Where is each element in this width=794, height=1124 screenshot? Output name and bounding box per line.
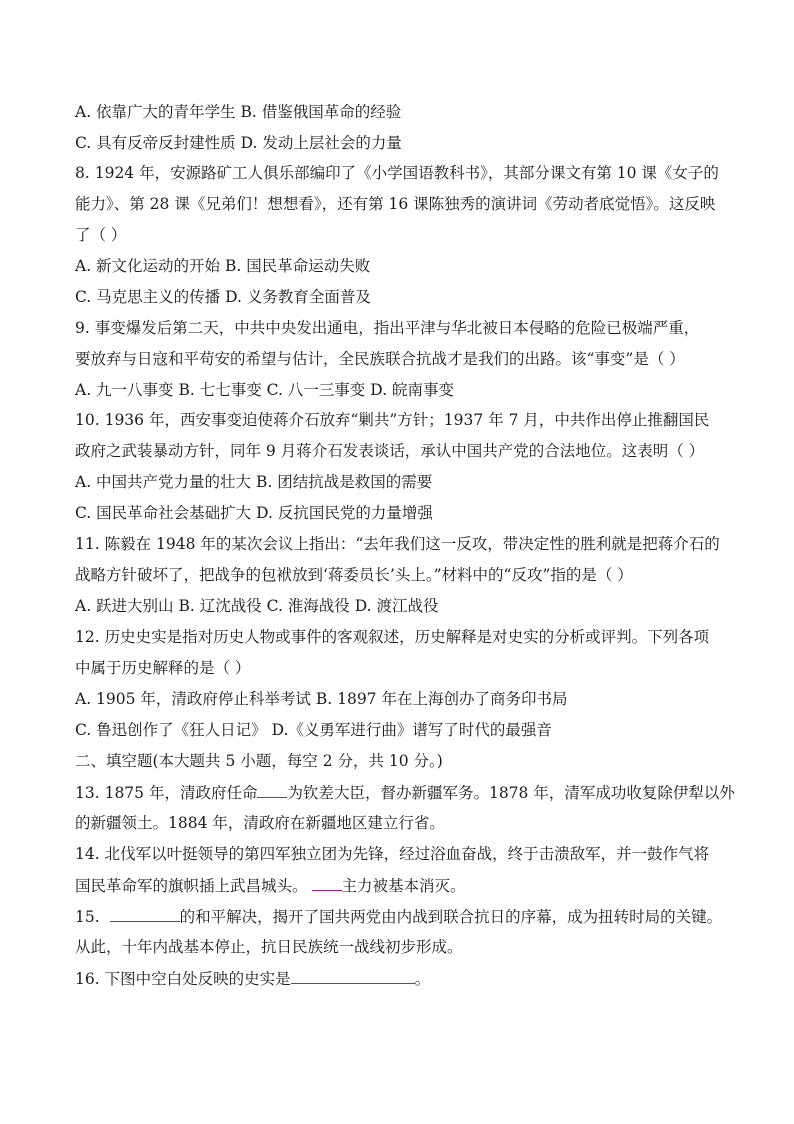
q11-stem-line1: 11. 陈毅在 1948 年的某次会议上指出：“去年我们这一反攻，带决定性的胜利就是把蒋介石的 [75,535,720,553]
q13-stem-line1 [75,782,735,802]
q12-stem-line1: 12. 历史史实是指对历史人物或事件的客观叙述，历史解释是对史实的分析或评判。下列各项 [75,628,710,646]
q10-stem-line2: 政府之武装暴动方针，同年 9 月蒋介石发表谈话，承认中国共产党的合法地位。这表明（ ） [75,442,705,460]
q8-stem-line2: 能力》、第 28 课《兄弟们！想想看》，还有第 16 课陈独秀的演讲词《劳动者底觉悟》。这反映 [75,195,716,213]
q11-options: A. 跃进大别山 B. 辽沈战役 C. 淮海战役 D. 渡江战役 [75,597,439,615]
q10-options-ab: A. 中国共产党力量的壮大 B. 团结抗战是救国的需要 [75,473,433,491]
q15-stem-line2: 从此，十年内战基本停止，抗日民族统一战线初步形成。 [75,938,463,956]
q8-options-cd: C. 马克思主义的传播 D. 义务教育全面普及 [75,288,371,306]
q9-stem-line2: 要放弃与日寇和平苟安的希望与估计，全民族联合抗战才是我们的出路。该“事变”是（ ） [75,350,685,368]
q13-text-after: 为钦差大臣，督办新疆军务。1878 年，清军成功收复除伊犁以外 [287,784,735,802]
q15-stem-line1 [75,906,722,926]
q16-text-before: 16. 下图中空白处反映的史实是 [75,970,291,988]
q9-stem-line1: 9. 事变爆发后第二天，中共中央发出通电，指出平津与华北被日本侵略的危险已极端严重， [75,319,700,337]
q14-answer-blank[interactable] [312,875,342,891]
q15-answer-blank[interactable] [110,906,180,922]
q7-options-ab: A. 依靠广大的青年学生 B. 借鉴俄国革命的经验 [75,103,402,121]
q15-text-after: 的和平解决，揭开了国共两党由内战到联合抗日的序幕，成为扭转时局的关键。 [179,908,723,926]
q9-options: A. 九一八事变 B. 七七事变 C. 八一三事变 D. 皖南事变 [75,381,454,399]
q8-options-ab: A. 新文化运动的开始 B. 国民革命运动失败 [75,257,371,275]
q14-stem-line1: 14. 北伐军以叶挺领导的第四军独立团为先锋，经过浴血奋战，终于击溃敌军，并一鼓作气将 [75,845,710,863]
q14-text-after: 主力被基本消灭。 [341,877,466,895]
q15-number: 15. [75,908,100,926]
q14-text-before: 国民革命军的旗帜插上武昌城头。 [75,877,308,895]
q16-answer-blank[interactable] [291,968,415,984]
q10-options-cd: C. 国民革命社会基础扩大 D. 反抗国民党的力量增强 [75,504,433,522]
q8-stem-line1: 8. 1924 年，安源路矿工人俱乐部编印了《小学国语教科书》，其部分课文有第 10 课《女子的 [75,164,719,182]
q8-stem-line3: 了（ ） [75,226,127,244]
q7-options-cd: C. 具有反帝反封建性质 D. 发动上层社会的力量 [75,134,402,152]
q14-stem-line2 [75,875,466,895]
q16-text-after: 。 [414,970,431,988]
q12-options-ab: A. 1905 年，清政府停止科举考试 B. 1897 年在上海创办了商务印书局 [75,690,568,708]
q10-stem-line1: 10. 1936 年，西安事变迫使蒋介石放弃“剿共”方针；1937 年 7 月，中共作出停止推翻国民 [75,411,710,429]
q13-stem-line2: 的新疆领土。1884 年，清政府在新疆地区建立行省。 [75,814,445,832]
q12-options-cd: C. 鲁迅创作了《狂人日记》 D.《义勇军进行曲》谱写了时代的最强音 [75,721,552,739]
section-fill-in-heading: 二、填空题(本大题共 5 小题，每空 2 分，共 10 分。) [75,752,443,770]
q13-answer-blank[interactable] [257,782,287,798]
q11-stem-line2: 战略方针破坏了，把战争的包袱放到‘蒋委员长’头上。”材料中的“反攻”指的是（ ） [75,566,633,584]
q12-stem-line2: 中属于历史解释的是（ ） [75,659,251,677]
q16-stem [75,968,430,988]
q13-text-before: 13. 1875 年，清政府任命 [75,784,258,802]
